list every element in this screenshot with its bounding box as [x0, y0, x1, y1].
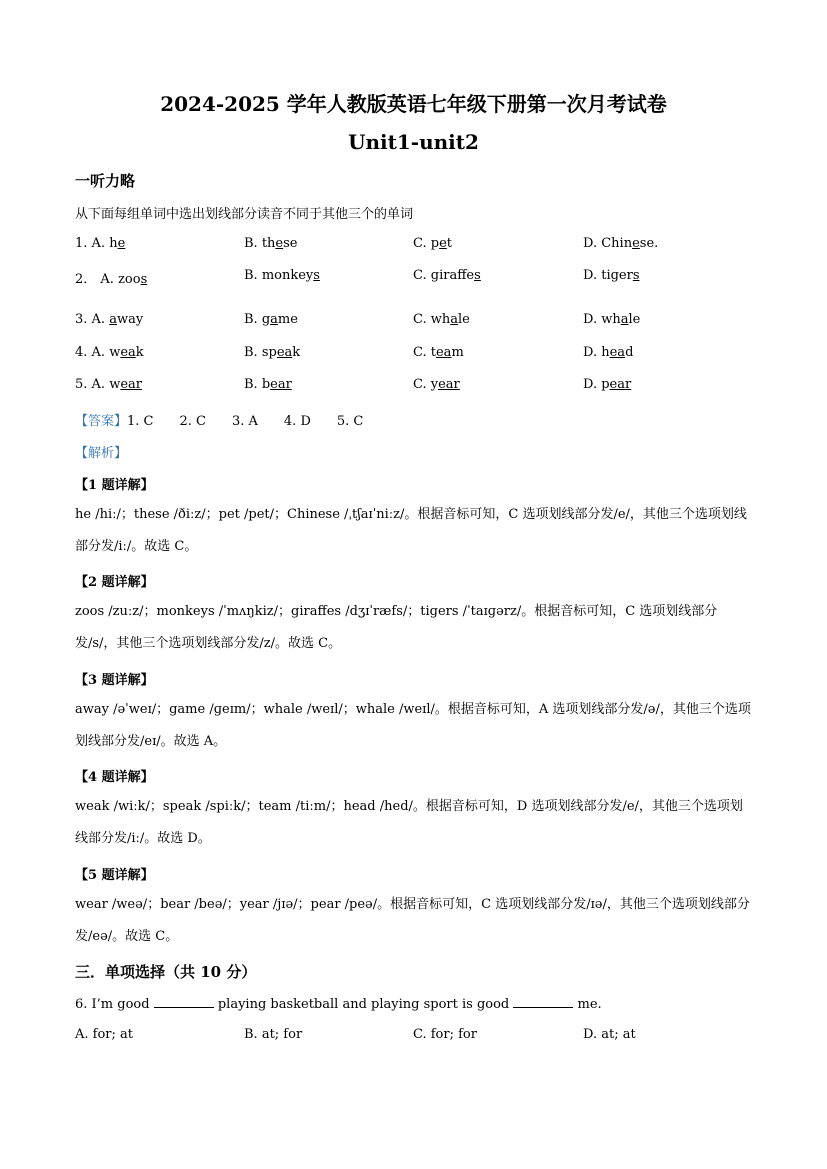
- underlined-letters: a: [109, 312, 117, 327]
- underlined-letters: ear: [270, 377, 292, 392]
- underlined-letters: ea: [609, 345, 626, 360]
- word-part: B. monkey: [244, 268, 314, 283]
- analysis-label: 【解析】: [75, 446, 128, 461]
- question-5-option-d[interactable]: [583, 377, 631, 392]
- underlined-letters: e: [275, 236, 284, 251]
- question-4-option-c[interactable]: [413, 345, 464, 360]
- word-part: B. th: [244, 236, 276, 251]
- q6-option-b[interactable]: B. at; for: [244, 1027, 303, 1042]
- question-number: 2． A.: [75, 272, 114, 287]
- section3-heading: 三．单项选择（共 10 分）: [75, 963, 257, 981]
- word-part: C. wh: [413, 312, 451, 327]
- q6-option-d[interactable]: D. at; at: [583, 1027, 636, 1042]
- word-part: zoo: [118, 272, 141, 287]
- q6-blank-2[interactable]: [513, 995, 573, 1008]
- section1-instruction: 从下面每组单词中选出划线部分读音不同于其他三个的单词: [75, 207, 414, 222]
- underlined-letters: a: [450, 312, 459, 327]
- word-part: le: [458, 312, 470, 327]
- question-2-option-a[interactable]: [75, 268, 147, 287]
- detail-label-5: 【5 题详解】: [75, 868, 154, 883]
- underlined-letters: ea: [276, 345, 293, 360]
- detail-text-4: weak /wiːk/；speak /spiːk/；team /tiːm/；head /hed/。根据音标可知，D 选项划线部分发/e/，其他三个选项划线部分发/iː/。故选 D。: [75, 799, 743, 846]
- question-number: 5. A.: [75, 377, 106, 392]
- word-part: C. p: [413, 236, 440, 251]
- q6-option-a[interactable]: A. for; at: [75, 1027, 133, 1042]
- underlined-letters: s: [313, 268, 320, 283]
- underlined-letters: a: [620, 312, 629, 327]
- detail-text-1: he /hiː/；these /ðiːz/；pet /pet/；Chinese /ˌtʃaɪˈniːz/。根据音标可知，C 选项划线部分发/e/，其他三个选项划线部分发/iː/。故选 C。: [75, 507, 747, 554]
- question-4-option-b[interactable]: [244, 345, 300, 360]
- word-part: B. g: [244, 312, 271, 327]
- word-part: me: [277, 312, 298, 327]
- question-3-option-d[interactable]: [583, 312, 640, 327]
- detail-text-5: wear /weə/；bear /beə/；year /jɪə/；pear /peə/。根据音标可知，C 选项划线部分发/ɪə/，其他三个选项划线部分发/eə/。故选 C。: [75, 897, 750, 944]
- question-5-option-b[interactable]: [244, 377, 292, 392]
- question-2-option-d[interactable]: [583, 268, 640, 283]
- question-2-option-c[interactable]: [413, 268, 481, 283]
- word-part: D. p: [583, 377, 610, 392]
- word-part: se: [283, 236, 298, 251]
- underlined-letters: ear: [438, 377, 460, 392]
- page-subtitle: Unit1-unit2: [348, 130, 479, 154]
- q6-before: 6. I’m good: [75, 997, 154, 1012]
- question-1-option-b[interactable]: [244, 236, 298, 251]
- q6-middle: playing basketball and playing sport is good: [213, 997, 514, 1012]
- detail-label-2: 【2 题详解】: [75, 575, 154, 590]
- underlined-letters: ear: [120, 377, 143, 392]
- word-part: C. giraffe: [413, 268, 475, 283]
- underlined-letters: ea: [120, 345, 136, 360]
- word-part: D. tiger: [583, 268, 633, 283]
- word-part: d: [625, 345, 634, 360]
- word-part: w: [109, 377, 121, 392]
- detail-text-3: away /əˈweɪ/；game /ɡeɪm/；whale /weɪl/；whale /weɪl/。根据音标可知，A 选项划线部分发/ə/，其他三个选项划线部分发/eɪ/。故选 A。: [75, 702, 751, 749]
- word-part: h: [109, 236, 118, 251]
- detail-label-3: 【3 题详解】: [75, 673, 154, 688]
- question-6: [75, 995, 602, 1012]
- underlined-letters: ear: [609, 377, 632, 392]
- underlined-letters: s: [632, 268, 640, 283]
- word-part: C. y: [413, 377, 439, 392]
- detail-text-2: zoos /zuːz/；monkeys /ˈmʌŋkiz/；giraffes /dʒɪˈræfs/；tigers /ˈtaɪɡərz/。根据音标可知，C 选项划线部分发/s/，其他三个选项划线部分发/z/。故选 C。: [75, 604, 718, 651]
- word-part: B. sp: [244, 345, 277, 360]
- question-1-option-d[interactable]: [583, 236, 658, 251]
- underlined-letters: e: [117, 236, 126, 251]
- word-part: D. Chin: [583, 236, 633, 251]
- underlined-letters: s: [140, 272, 148, 287]
- question-3-option-b[interactable]: [244, 312, 298, 327]
- question-3-option-c[interactable]: [413, 312, 470, 327]
- word-part: m: [451, 345, 464, 360]
- question-4-option-a[interactable]: [75, 345, 144, 360]
- word-part: k: [135, 345, 144, 360]
- word-part: k: [292, 345, 301, 360]
- question-4-option-d[interactable]: [583, 345, 633, 360]
- detail-label-1: 【1 题详解】: [75, 478, 154, 493]
- underlined-letters: e: [439, 236, 447, 251]
- underlined-letters: e: [632, 236, 640, 251]
- question-5-option-a[interactable]: [75, 377, 142, 392]
- word-part: w: [109, 345, 121, 360]
- word-part: t: [446, 236, 453, 251]
- underlined-letters: s: [474, 268, 481, 283]
- word-part: way: [116, 312, 144, 327]
- question-number: 1. A.: [75, 236, 106, 251]
- answer-values: 1. C 2. C 3. A 4. D 5. C: [127, 414, 364, 429]
- word-part: D. wh: [583, 312, 621, 327]
- answer-row: [75, 410, 363, 429]
- word-part: le: [628, 312, 641, 327]
- q6-after: me.: [573, 997, 602, 1012]
- word-part: D. h: [583, 345, 610, 360]
- question-1-option-a[interactable]: [75, 236, 125, 251]
- word-part: B. b: [244, 377, 271, 392]
- word-part: C. t: [413, 345, 436, 360]
- q6-option-c[interactable]: C. for; for: [413, 1027, 477, 1042]
- question-3-option-a[interactable]: [75, 312, 143, 327]
- question-number: 4. A.: [75, 345, 106, 360]
- q6-blank-1[interactable]: [154, 995, 214, 1008]
- detail-label-4: 【4 题详解】: [75, 770, 154, 785]
- question-1-option-c[interactable]: [413, 236, 452, 251]
- section1-heading: 一听力略: [75, 172, 136, 190]
- word-part: se.: [639, 236, 659, 251]
- page-title: 2024-2025 学年人教版英语七年级下册第一次月考试卷: [160, 92, 667, 116]
- underlined-letters: ea: [435, 345, 452, 360]
- question-2-option-b[interactable]: [244, 268, 320, 283]
- question-number: 3. A.: [75, 312, 106, 327]
- question-5-option-c[interactable]: [413, 377, 460, 392]
- answer-label: 【答案】: [75, 414, 128, 429]
- underlined-letters: a: [270, 312, 278, 327]
